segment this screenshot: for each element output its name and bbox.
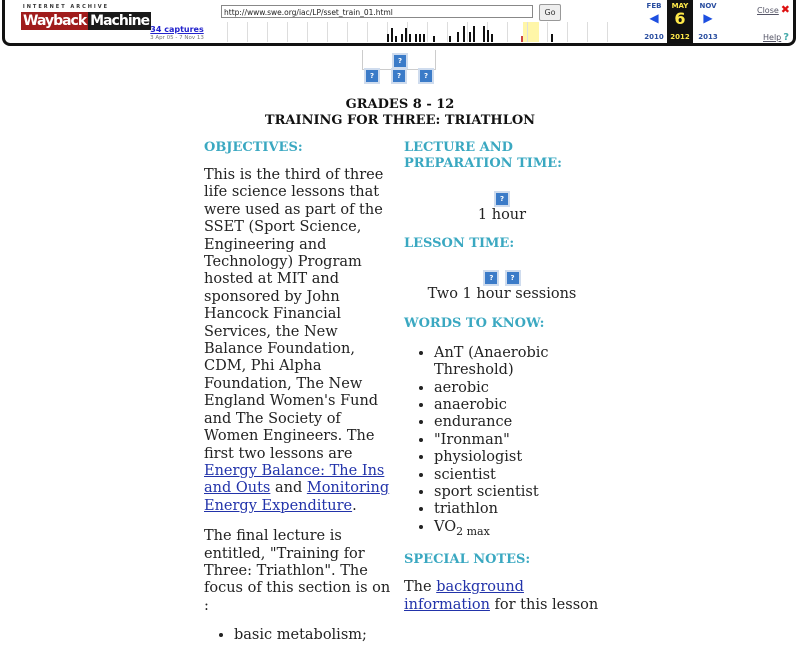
wayback-toolbar bbox=[2, 0, 796, 46]
list-item: • triathlon bbox=[434, 501, 600, 518]
captures-range: 3 Apr 05 - 7 Nov 13 bbox=[150, 35, 204, 41]
list-item: • anaerobic bbox=[434, 397, 600, 414]
words-list bbox=[404, 345, 600, 540]
list-item: • physiologist bbox=[434, 449, 600, 466]
prev-arrow-icon[interactable]: ◀ bbox=[649, 11, 659, 25]
close-icon[interactable]: ✖ bbox=[780, 3, 791, 16]
grades-heading: GRADES 8 - 12 bbox=[345, 97, 455, 112]
url-input[interactable]: http://www.swe.org/iac/LP/sset_train_01.html bbox=[221, 5, 533, 18]
current-capture: MAY 6 2012 bbox=[667, 0, 693, 44]
objectives-paragraph: This is the third of three life science lessons that were used as part of the SSET (Sport Science, Engineering and Technology) Program hosted at MIT and sponsored by John Hancock Financial Services, the New Balance Foundation, CDM, Phi Alpha Foundation, The New England Women's Fund and The Society of Women Engineers. The first two lessons are Energy Balance: The Ins and Outs and Monitoring Energy Expenditure. bbox=[204, 167, 390, 514]
list-item: • AnT (Anaerobic Threshold) bbox=[434, 345, 600, 380]
list-item: • sport scientist bbox=[434, 484, 600, 501]
list-item: • "Ironman" bbox=[434, 432, 600, 449]
image-row bbox=[362, 68, 436, 84]
broken-image-icon: ? bbox=[505, 270, 521, 286]
lecture-time-heading: LECTURE AND PREPARATION TIME: bbox=[404, 140, 562, 171]
next-capture[interactable]: NOV ▶ 2013 bbox=[694, 0, 722, 44]
help-link[interactable]: Help bbox=[763, 33, 782, 42]
broken-image-icon: ? bbox=[391, 68, 407, 84]
list-item: • basic metabolism; bbox=[234, 627, 394, 644]
logo-wayback-machine: Wayback Machine bbox=[23, 13, 150, 29]
help[interactable] bbox=[763, 32, 789, 43]
final-lecture-paragraph: The final lecture is entitled, "Training for Three: Triathlon". The focus of this section is on : bbox=[204, 528, 391, 614]
words-heading: WORDS TO KNOW: bbox=[404, 315, 545, 331]
list-item: • scientist bbox=[434, 467, 600, 484]
list-item: • aerobic bbox=[434, 380, 600, 397]
special-notes-paragraph: The background information for this lesson bbox=[404, 579, 599, 613]
next-arrow-icon[interactable]: ▶ bbox=[703, 11, 713, 25]
prev-capture[interactable]: FEB ◀ 2010 bbox=[640, 0, 668, 44]
right-column bbox=[404, 140, 600, 614]
logo-internet-archive: INTERNET ARCHIVE bbox=[22, 4, 110, 10]
lesson-time-value: Two 1 hour sessions bbox=[427, 286, 577, 303]
close-link[interactable]: Close bbox=[757, 6, 779, 15]
left-column bbox=[204, 140, 394, 645]
special-notes-heading: SPECIAL NOTES: bbox=[404, 552, 531, 568]
wayback-logo[interactable] bbox=[21, 4, 150, 40]
broken-image-icon: ? bbox=[494, 191, 510, 207]
current-year-highlight bbox=[523, 22, 539, 42]
broken-image-icon: ? bbox=[483, 270, 499, 286]
focus-list bbox=[204, 627, 394, 644]
monitoring-energy-link[interactable]: Monitoring Energy Expenditure bbox=[204, 480, 390, 514]
page-title: TRAINING FOR THREE: TRIATHLON bbox=[264, 113, 536, 128]
list-item: • endurance bbox=[434, 414, 600, 431]
capture-sparkline[interactable] bbox=[217, 22, 633, 42]
close-toolbar[interactable] bbox=[757, 3, 790, 16]
broken-image-icon: ? bbox=[364, 68, 380, 84]
go-button[interactable]: Go bbox=[539, 4, 561, 21]
energy-balance-link[interactable]: Energy Balance: The Ins and Outs bbox=[204, 462, 385, 497]
broken-image-icon: ? bbox=[392, 53, 408, 69]
background-information-link[interactable]: background information bbox=[404, 579, 524, 613]
captures-link[interactable]: 34 captures bbox=[150, 25, 204, 34]
lecture-time-value: 1 hour bbox=[477, 207, 527, 223]
broken-image-icon: ? bbox=[418, 68, 434, 84]
help-icon[interactable]: ? bbox=[783, 32, 790, 43]
lesson-time-heading: LESSON TIME: bbox=[404, 236, 515, 252]
list-item: • $VO_{2 max}$ bbox=[434, 519, 600, 540]
captures-info bbox=[147, 25, 207, 41]
objectives-heading: OBJECTIVES: bbox=[204, 140, 303, 155]
